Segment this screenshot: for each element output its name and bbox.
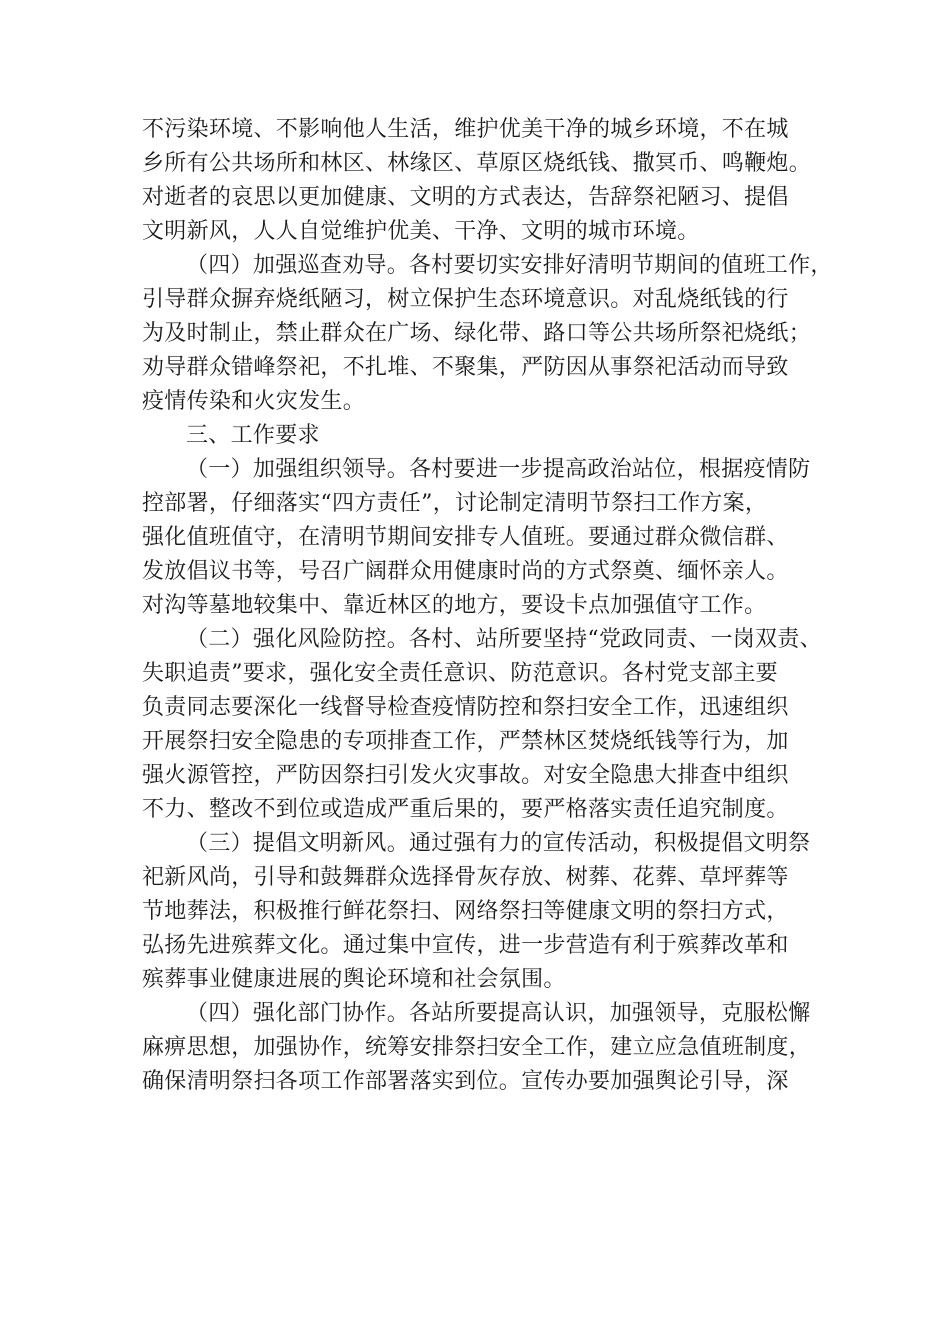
text-line: 控部署，仔细落实“四方责任”，讨论制定清明节祭扫工作方案， [142, 491, 768, 516]
text-line: 发放倡议书等，号召广阔群众用健康时尚的方式祭奠、缅怀亲人。 [142, 559, 789, 584]
paragraph [142, 997, 812, 1099]
text-line: 乡所有公共场所和林区、林缘区、草原区烧纸钱、撒冥币、鸣鞭炮。 [142, 151, 812, 176]
text-line: （四）加强巡查劝导。各村要切实安排好清明节期间的值班工作， [186, 253, 833, 278]
paragraph [142, 453, 811, 623]
text-line: 为及时制止，禁止群众在广场、绿化带、路口等公共场所祭祀烧纸； [142, 321, 812, 346]
text-line: （一）加强组织领导。各村要进一步提高政治站位，根据疫情防 [186, 457, 811, 482]
text-line: 对沟等墓地较集中、靠近林区的地方，要设卡点加强值守工作。 [142, 593, 767, 618]
text-line: 文明新风，人人自觉维护优美、干净、文明的城市环境。 [142, 219, 700, 244]
text-line: 对逝者的哀思以更加健康、文明的方式表达，告辞祭祀陋习、提倡 [142, 185, 789, 210]
text-line: 开展祭扫安全隐患的专项排查工作，严禁林区焚烧纸钱等行为，加 [142, 729, 789, 754]
text-line: 不力、整改不到位或造成严重后果的，要严格落实责任追究制度。 [142, 797, 789, 822]
paragraph [142, 827, 811, 997]
text-line: 强火源管控，严防因祭扫引发火灾事故。对安全隐患大排查中组织 [142, 763, 789, 788]
text-line: 劝导群众错峰祭祀，不扎堆、不聚集，严防因从事祭祀活动而导致 [142, 355, 789, 380]
text-line: 失职追责”要求，强化安全责任意识、防范意识。各村党支部主要 [142, 661, 778, 686]
text-line: 麻痹思想，加强协作，统筹安排祭扫安全工作，建立应急值班制度， [142, 1035, 812, 1060]
text-line: 殡葬事业健康进展的舆论环境和社会氛围。 [142, 967, 566, 992]
text-line: 节地葬法，积极推行鲜花祭扫、网络祭扫等健康文明的祭扫方式， [142, 899, 789, 924]
text-line: 确保清明祭扫各项工作部署落实到位。宣传办要加强舆论引导，深 [142, 1069, 789, 1094]
paragraph [142, 419, 807, 453]
text-line: 弘扬先进殡葬文化。通过集中宣传，进一步营造有利于殡葬改革和 [142, 933, 789, 958]
text-line: 负责同志要深化一线督导检查疫情防控和祭扫安全工作，迅速组织 [142, 695, 789, 720]
paragraph [142, 623, 822, 827]
text-line: 三、工作要求 [186, 423, 320, 448]
text-line: 引导群众摒弃烧纸陋习，树立保护生态环境意识。对乱烧纸钱的行 [142, 287, 789, 312]
document-page [142, 113, 833, 1099]
text-line: 不污染环境、不影响他人生活，维护优美干净的城乡环境，不在城 [142, 117, 789, 142]
paragraph [142, 249, 833, 419]
paragraph [142, 113, 812, 249]
text-line: （三）提倡文明新风。通过强有力的宣传活动，积极提倡文明祭 [186, 831, 811, 856]
text-line: 强化值班值守，在清明节期间安排专人值班。要通过群众微信群、 [142, 525, 789, 550]
text-line: 祀新风尚，引导和鼓舞群众选择骨灰存放、树葬、花葬、草坪葬等 [142, 865, 789, 890]
text-line: （四）强化部门协作。各站所要提高认识，加强领导，克服松懈 [186, 1001, 811, 1026]
text-line: （二）强化风险防控。各村、站所要坚持“党政同责、一岗双责、 [186, 627, 822, 652]
text-line: 疫情传染和火灾发生。 [142, 389, 366, 414]
